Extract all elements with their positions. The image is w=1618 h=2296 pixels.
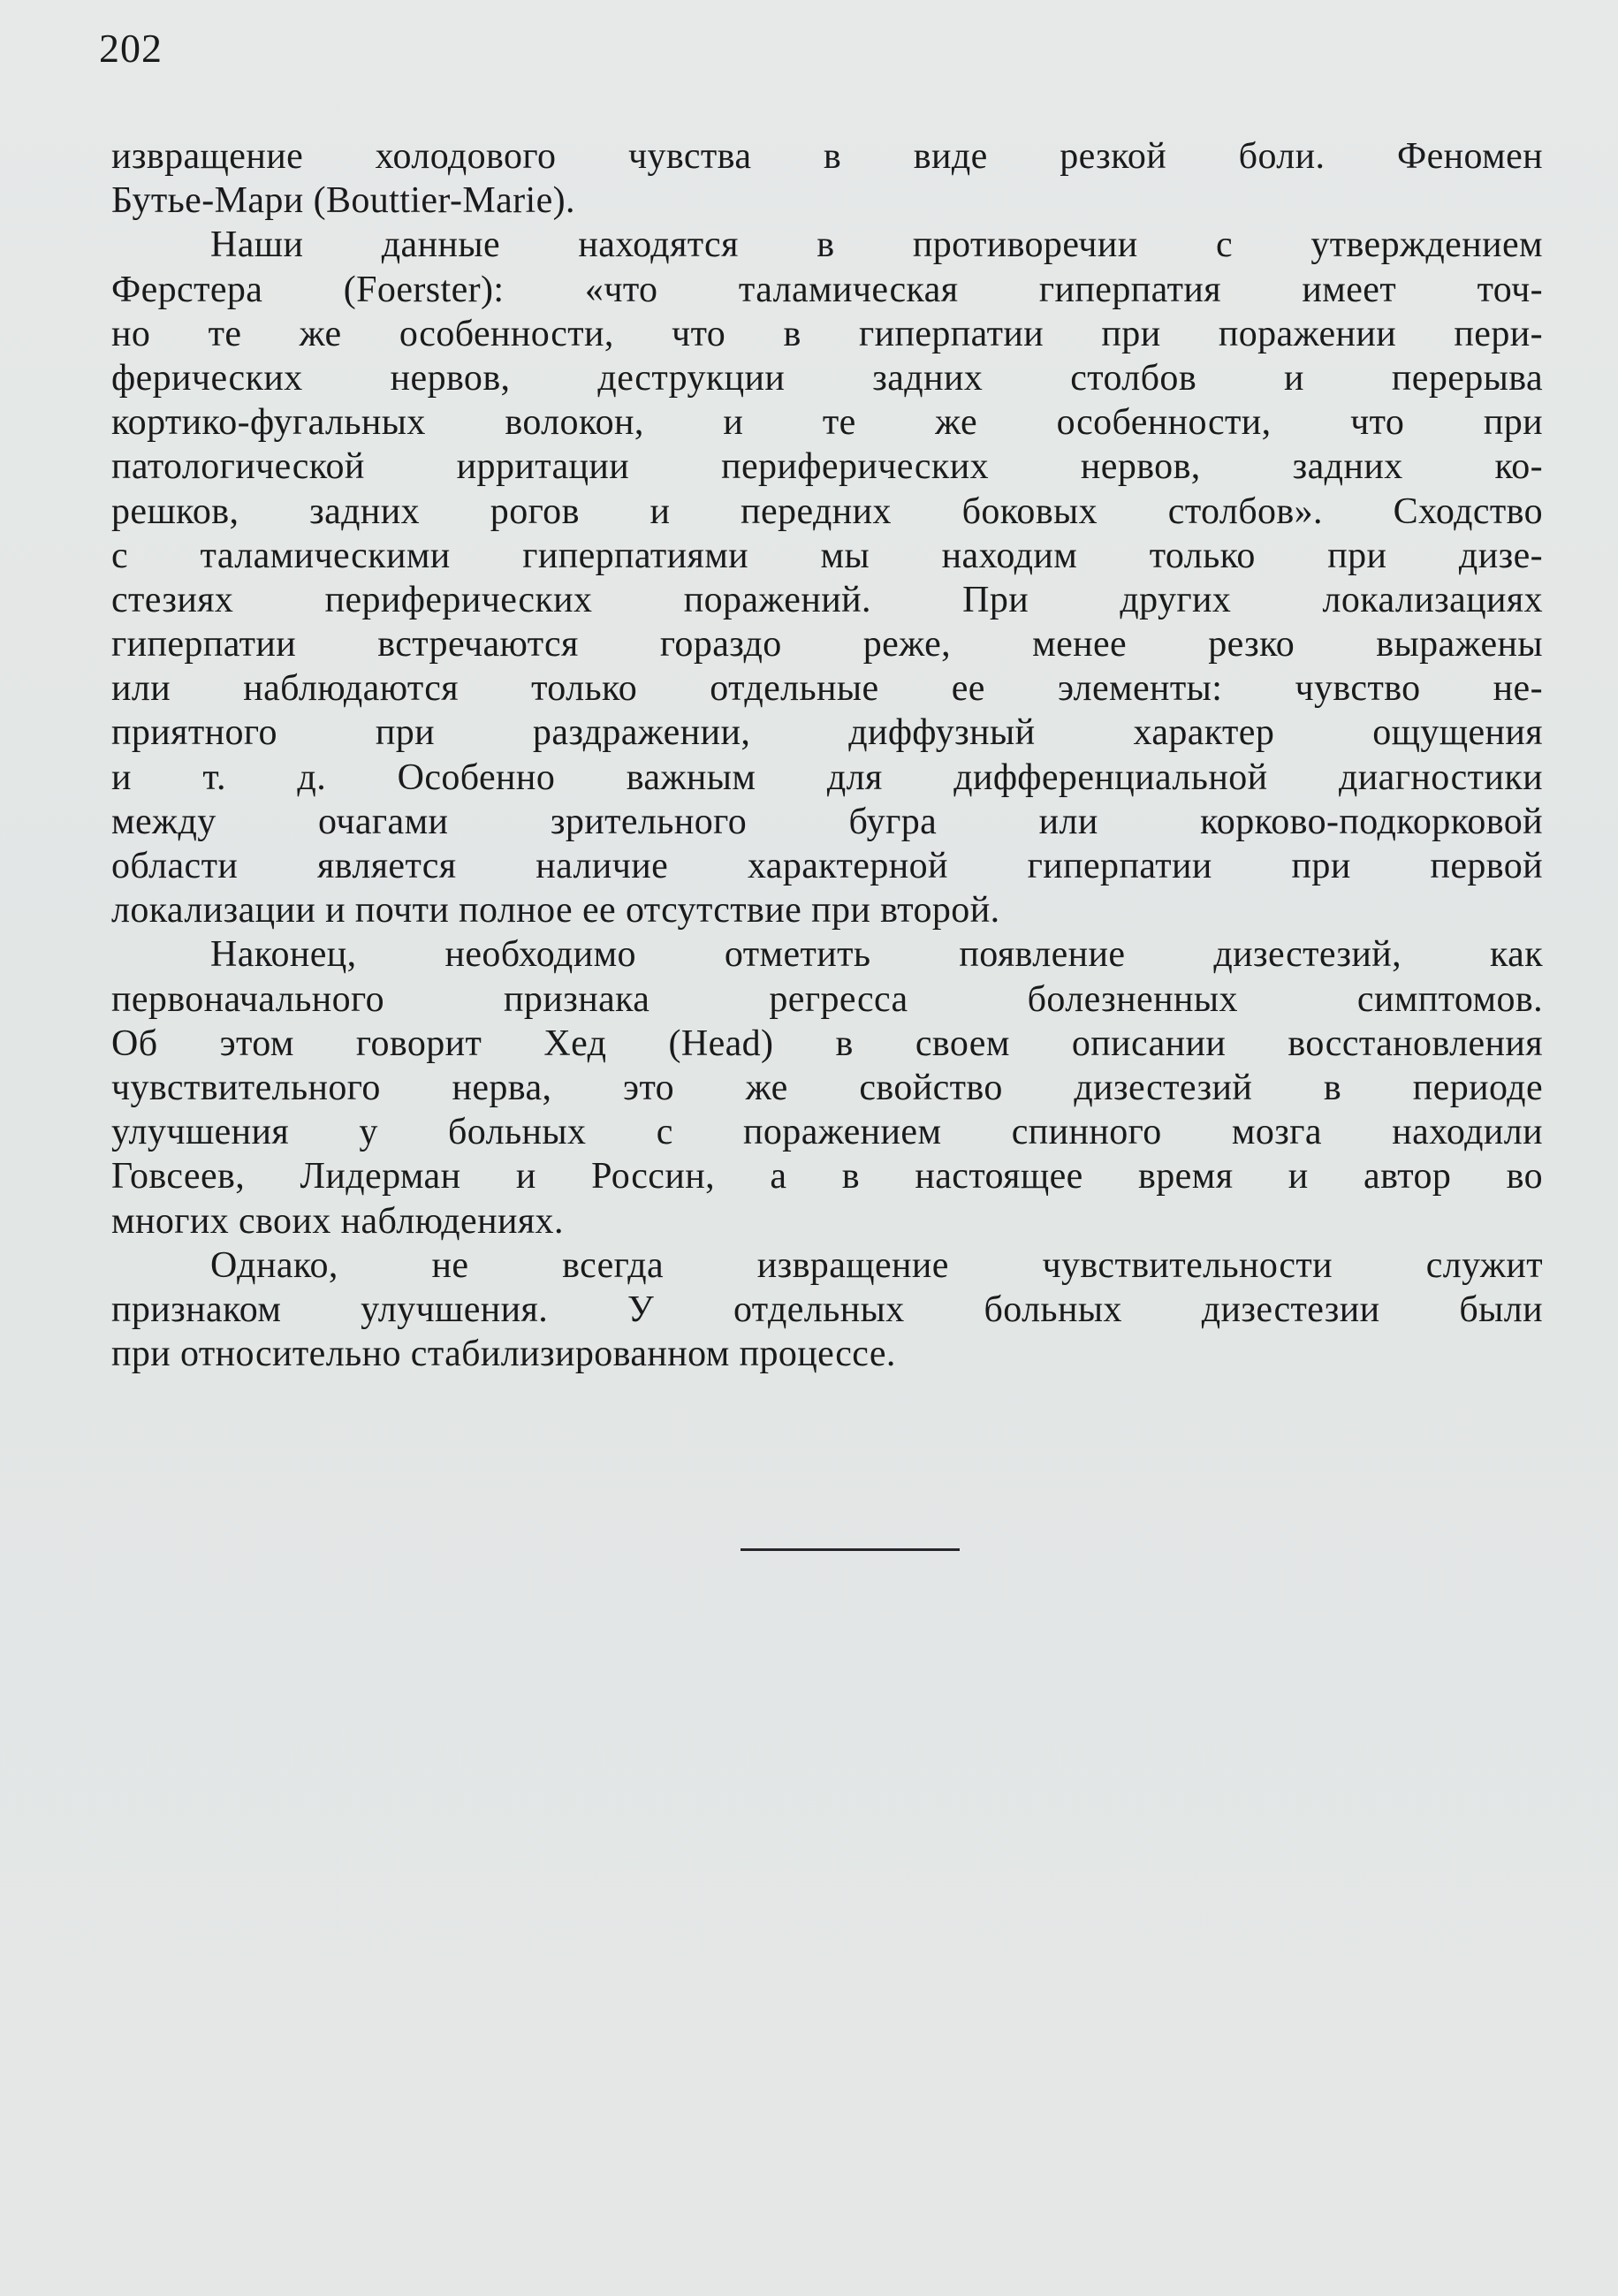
text-line: улучшения у больных с поражением спинного мозга находили (111, 1112, 1543, 1153)
text-line: локализации и почти полное ее отсутствие при второй. (111, 890, 1000, 931)
text-line: патологической ирритации периферических нервов, задних ко- (111, 446, 1543, 488)
text-line: чувствительного нерва, это же свойство дизестезий в периоде (111, 1067, 1543, 1108)
text-line: между очагами зрительного бугра или корково-подкорковой (111, 801, 1543, 842)
text-line: признаком улучшения. У отдельных больных дизестезии были (111, 1289, 1543, 1330)
text-line: ферических нервов, деструкции задних столбов и перерыва (111, 357, 1543, 399)
text-line: приятного при раздражении, диффузный характер ощущения (111, 712, 1543, 754)
text-line: Ферстера (Foerster): «что таламическая гиперпатия имеет точ- (111, 269, 1543, 310)
text-line: кортико-фугальных волокон, и те же особенности, что при (111, 402, 1543, 444)
text-line: многих своих наблюдениях. (111, 1200, 564, 1242)
text-line: но те же особенности, что в гиперпатии при поражении пери- (111, 313, 1543, 354)
text-line: или наблюдаются только отдельные ее элементы: чувство не- (111, 668, 1543, 710)
text-line: решков, задних рогов и передних боковых столбов». Сходство (111, 490, 1543, 532)
text-line: области является наличие характерной гиперпатии при первой (111, 846, 1543, 886)
text-line: Бутье-Мари (Bouttier-Marie). (111, 180, 575, 222)
text-line: и т. д. Особенно важным для дифференциальной диагностики (111, 756, 1543, 798)
text-line: стезиях периферических поражений. При других локализациях (111, 579, 1543, 620)
text-line: первоначального признака регресса болезненных симптомов. (111, 978, 1543, 1020)
text-line: Наконец, необходимо отметить появление дизестезий, как (210, 934, 1543, 976)
page-number: 202 (99, 26, 163, 71)
text-line: Однако, не всегда извращение чувствительности служит (210, 1244, 1543, 1286)
text-line: Об этом говорит Хед (Head) в своем описании восстановления (111, 1023, 1543, 1064)
body-text (111, 134, 1543, 1376)
paragraph (111, 134, 1543, 223)
text-line: Говсеев, Лидерман и Россин, а в настоящее время и автор во (111, 1156, 1543, 1197)
text-line: гиперпатии встречаются гораздо реже, менее резко выражены (111, 624, 1543, 665)
text-line: с таламическими гиперпатиями мы находим только при дизе- (111, 535, 1543, 576)
section-end-rule (741, 1548, 960, 1551)
paragraph (111, 932, 1543, 1243)
paragraph (111, 223, 1543, 932)
text-line: при относительно стабилизированном процессе. (111, 1334, 896, 1375)
text-line: Наши данные находятся в противоречии с утверждением (210, 224, 1543, 266)
paragraph (111, 1243, 1543, 1377)
text-line: извращение холодового чувства в виде резкой боли. Феномен (111, 136, 1543, 177)
